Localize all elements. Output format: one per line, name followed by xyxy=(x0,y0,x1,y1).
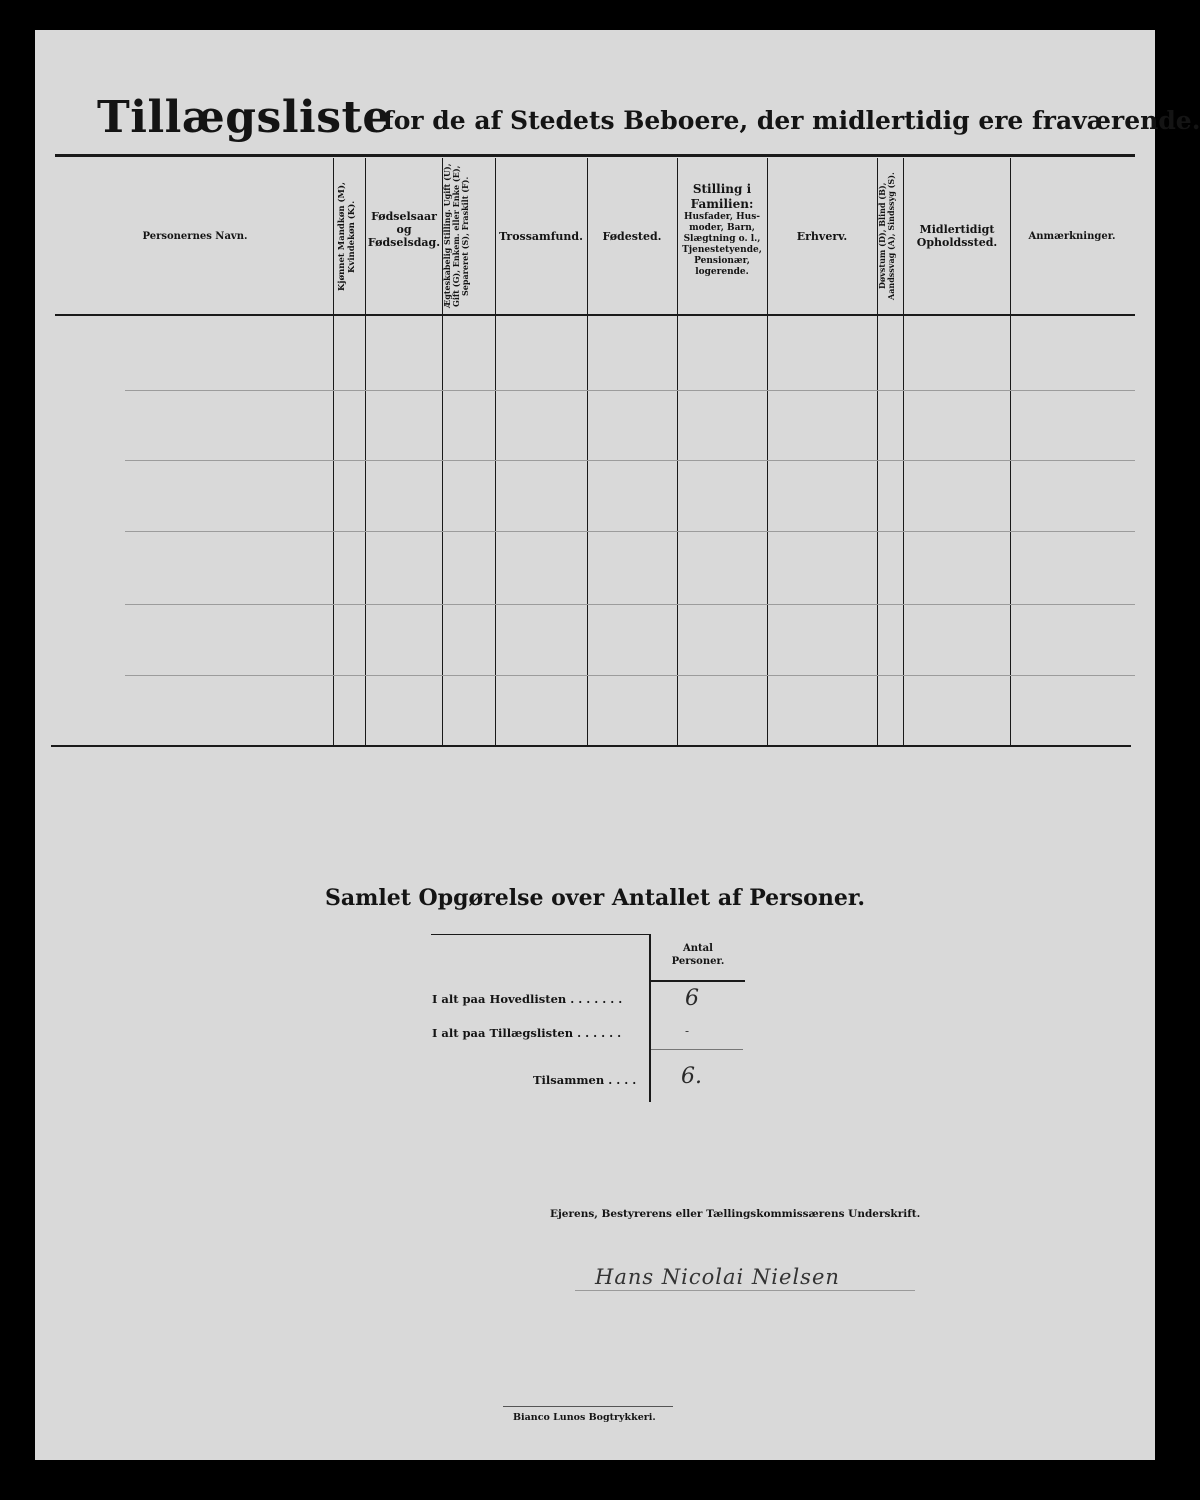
col-header-gender: Kjønnet Mandkøn (M), Kvindekøn (K). xyxy=(337,182,357,292)
col-header-marital: Ægteskabelig Stilling. Ugift (U), Gift (G), Enkem. eller Enke (E), Separeret (S), Fraskilt (F). xyxy=(442,163,470,309)
family-line-6: Tjenestetyende, xyxy=(682,245,762,255)
summary-subtotal-rule xyxy=(651,1049,743,1050)
summary-header-rule xyxy=(651,980,745,982)
signature-line xyxy=(575,1290,915,1291)
col-header-family xyxy=(679,182,765,278)
subtitle-bold-word: fraværende. xyxy=(1032,106,1200,135)
col-header-disability: Døvstum (D), Blind (B), Aandssvag (A), Sindssyg (S). xyxy=(877,172,896,300)
family-line-3: Husfader, Hus- xyxy=(683,212,761,222)
summary-title: Samlet Opgørelse over Antallet af Personer. xyxy=(324,885,866,911)
summary-label-tillaegslisten: I alt paa Tillægslisten . . . . . . xyxy=(432,1026,622,1040)
census-sheet xyxy=(35,30,1200,1460)
summary-col-header xyxy=(653,942,743,968)
table-bottom-rule xyxy=(51,745,1131,747)
col-header-occupation: Erhverv. xyxy=(796,230,848,243)
summary-divider xyxy=(649,934,651,1102)
summary-label-tilsammen: Tilsammen . . . . xyxy=(533,1073,637,1087)
birth-line-1: Fødselsaar xyxy=(371,210,437,223)
col-divider xyxy=(1010,158,1011,746)
col-divider xyxy=(495,158,496,746)
signature-handwritten: Hans Nicolai Nielsen xyxy=(595,1265,840,1289)
summary-col-line-1: Antal xyxy=(683,943,713,954)
table-row-rule xyxy=(125,460,1135,461)
col-divider xyxy=(677,158,678,746)
family-line-1: Stilling i xyxy=(692,182,752,196)
family-line-5: Slægtning o. l., xyxy=(683,234,761,244)
col-header-birthplace: Fødested. xyxy=(602,230,662,243)
col-header-names: Personernes Navn. xyxy=(142,231,248,242)
summary-value-tillaegslisten: - xyxy=(685,1024,690,1038)
birth-line-2: og xyxy=(396,223,412,236)
family-line-7: Pensionær, xyxy=(694,256,750,266)
table-row-rule xyxy=(125,390,1135,391)
printer-imprint: Bianco Lunos Bogtrykkeri. xyxy=(513,1412,656,1423)
printer-rule xyxy=(503,1406,673,1407)
table-row-rule xyxy=(125,531,1135,532)
summary-label-hovedlisten: I alt paa Hovedlisten . . . . . . . xyxy=(432,992,623,1006)
col-header-remarks: Anmærkninger. xyxy=(1028,231,1116,242)
form-title: Tillægsliste xyxy=(97,92,391,143)
header-bottom-rule xyxy=(55,314,1135,316)
family-line-4: moder, Barn, xyxy=(689,223,755,233)
table-top-rule xyxy=(55,154,1135,157)
summary-top-rule xyxy=(431,934,651,935)
col-divider xyxy=(587,158,588,746)
temp-line-1: Midlertidigt xyxy=(919,223,995,236)
signature-label: Ejerens, Bestyrerens eller Tællingskommissærens Underskrift. xyxy=(550,1208,921,1220)
col-divider xyxy=(365,158,366,746)
col-header-temp-residence xyxy=(905,223,1009,249)
summary-value-hovedlisten: 6 xyxy=(685,986,699,1011)
family-line-8: logerende. xyxy=(695,267,749,277)
summary-col-line-2: Personer. xyxy=(671,956,725,967)
col-divider xyxy=(903,158,904,746)
subtitle-text: for de af Stedets Beboere, der midlertidig ere xyxy=(383,106,1024,135)
summary-value-tilsammen: 6. xyxy=(681,1064,702,1089)
col-header-religion: Trossamfund. xyxy=(499,230,583,243)
temp-line-2: Opholdssted. xyxy=(916,236,998,249)
col-divider xyxy=(767,158,768,746)
col-header-birth xyxy=(367,210,441,249)
table-row-rule xyxy=(125,604,1135,605)
birth-line-3: Fødselsdag. xyxy=(367,236,441,249)
col-divider xyxy=(333,158,334,746)
family-line-2: Familien: xyxy=(690,197,754,211)
form-subtitle xyxy=(383,106,1200,135)
table-row-rule xyxy=(125,675,1135,676)
